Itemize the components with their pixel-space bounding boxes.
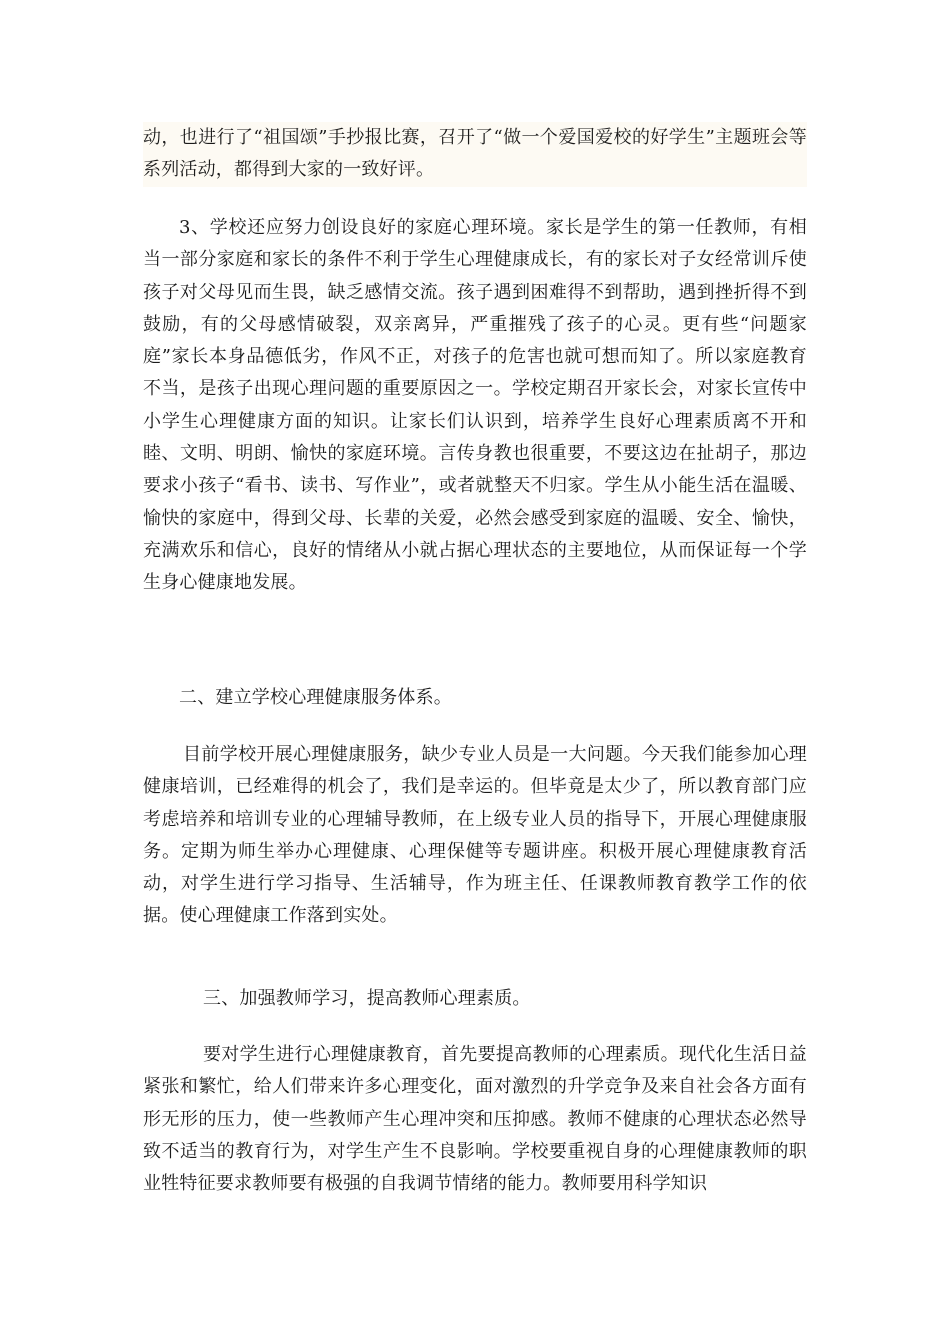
- paragraph-activities-continued: 动，也进行了“祖国颂”手抄报比赛，召开了“做一个爱国爱校的好学生”主题班会等系列活动，都得到大家的一致好评。: [143, 122, 807, 187]
- paragraph-family-environment: 3、学校还应努力创设良好的家庭心理环境。家长是学生的第一任教师，有相当一部分家庭和家长的条件不利于学生心理健康成长，有的家长对子女经常训斥使孩子对父母见而生畏，缺乏感情交流。孩子遇到困难得不到帮助，遇到挫折得不到鼓励，有的父母感情破裂，双亲离异，严重摧残了孩子的心灵。更有些“问题家庭”家长本身品德低劣，作风不正，对孩子的危害也就可想而知了。所以家庭教育不当，是孩子出现心理问题的重要原因之一。学校定期召开家长会，对家长宣传中小学生心理健康方面的知识。让家长们认识到，培养学生良好心理素质离不开和睦、文明、明朗、愉快的家庭环境。言传身教也很重要，不要这边在扯胡子，那边要求小孩子“看书、读书、写作业”，或者就整天不归家。学生从小能生活在温暖、愉快的家庭中，得到父母、长辈的关爱，必然会感受到家庭的温暖、安全、愉快，充满欢乐和信心，良好的情绪从小就占据心理状态的主要地位，从而保证每一个学生身心健康地发展。: [143, 217, 807, 594]
- paragraph-teacher-quality: 要对学生进行心理健康教育，首先要提高教师的心理素质。现代化生活日益紧张和繁忙，给人们带来许多心理变化，面对激烈的升学竞争及来自社会各方面有形无形的压力，使一些教师产生心理冲突和压抑感。教师不健康的心理状态必然导致不适当的教育行为，对学生产生不良影响。学校要重视自身的心理健康教师的职业牲特征要求教师要有极强的自我调节情绪的能力。教师要用科学知识: [143, 1044, 807, 1195]
- section-heading-teacher-quality: 三、加强教师学习，提高教师心理素质。: [203, 988, 531, 1009]
- section-heading-service-system: 二、建立学校心理健康服务体系。: [179, 687, 452, 708]
- paragraph-service-system: 目前学校开展心理健康服务，缺少专业人员是一大问题。今天我们能参加心理健康培训，已经难得的机会了，我们是幸运的。但毕竟是太少了，所以教育部门应考虑培养和培训专业的心理辅导教师，在上级专业人员的指导下，开展心理健康服务。定期为师生举办心理健康、心理保健等专题讲座。积极开展心理健康教育活动，对学生进行学习指导、生活辅导，作为班主任、任课教师教育教学工作的依据。使心理健康工作落到实处。: [143, 744, 807, 927]
